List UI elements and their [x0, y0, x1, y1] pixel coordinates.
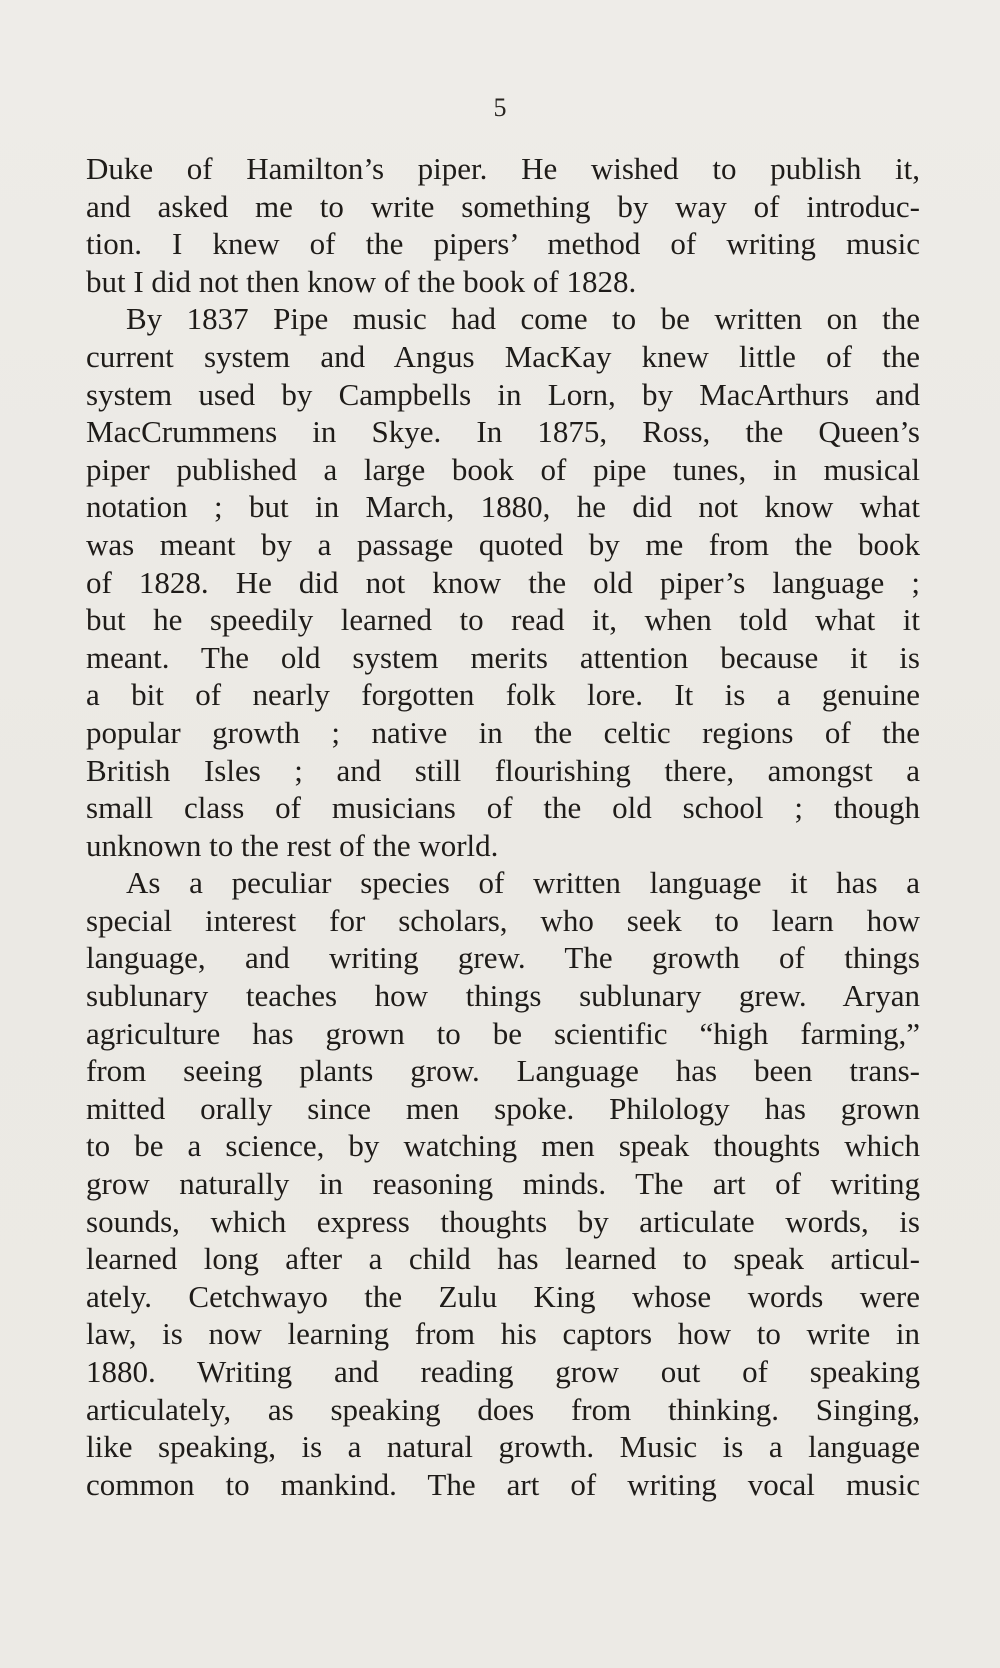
text-line: tion. I knew of the pipers’ method of writing music: [86, 226, 920, 262]
text-line: ately. Cetchwayo the Zulu King whose words were: [86, 1278, 920, 1314]
text-line: but I did not then know of the book of 1828.: [86, 263, 637, 299]
text-line: of 1828. He did not know the old piper’s language ;: [86, 564, 920, 600]
text-line: a bit of nearly forgotten folk lore. It is a genuine: [86, 677, 920, 713]
text-line: to be a science, by watching men speak thoughts which: [86, 1128, 920, 1164]
text-line: Duke of Hamilton’s piper. He wished to publish it,: [86, 151, 920, 186]
text-line: sublunary teaches how things sublunary grew. Aryan: [86, 978, 920, 1014]
text-line: and asked me to write something by way of introduc-: [86, 188, 920, 224]
body-text: [86, 150, 920, 1503]
page-number: 5: [493, 93, 507, 122]
text-line: small class of musicians of the old school ; though: [86, 790, 920, 826]
text-line: articulately, as speaking does from thinking. Singing,: [86, 1391, 920, 1427]
text-line: was meant by a passage quoted by me from the book: [86, 526, 920, 562]
text-line: MacCrummens in Skye. In 1875, Ross, the Queen’s: [86, 414, 920, 450]
text-line: from seeing plants grow. Language has been trans-: [86, 1053, 920, 1089]
text-line: meant. The old system merits attention because it is: [86, 639, 920, 675]
text-line: common to mankind. The art of writing vocal music: [86, 1466, 920, 1502]
text-line: law, is now learning from his captors how to write in: [86, 1316, 920, 1352]
text-line: special interest for scholars, who seek to learn how: [86, 902, 920, 938]
text-line: sounds, which express thoughts by articulate words, is: [86, 1203, 920, 1239]
text-line: unknown to the rest of the world.: [86, 827, 499, 863]
text-line: language, and writing grew. The growth of things: [86, 940, 920, 976]
text-line: grow naturally in reasoning minds. The art of writing: [86, 1166, 920, 1202]
text-line: popular growth ; native in the celtic regions of the: [86, 714, 920, 750]
text-line: learned long after a child has learned to speak articul-: [86, 1241, 920, 1277]
text-line: current system and Angus MacKay knew little of the: [86, 338, 920, 374]
text-line: piper published a large book of pipe tunes, in musical: [86, 451, 920, 487]
text-line: By 1837 Pipe music had come to be written on the: [126, 301, 920, 337]
text-line: notation ; but in March, 1880, he did not know what: [86, 489, 920, 525]
text-line: system used by Campbells in Lorn, by MacArthurs and: [86, 376, 920, 412]
text-line: As a peculiar species of written language it has a: [126, 865, 920, 901]
text-line: but he speedily learned to read it, when told what it: [86, 602, 920, 638]
text-line: mitted orally since men spoke. Philology has grown: [86, 1090, 920, 1126]
text-line: agriculture has grown to be scientific “high farming,”: [86, 1015, 920, 1051]
text-line: British Isles ; and still flourishing there, amongst a: [86, 752, 920, 788]
text-line: like speaking, is a natural growth. Music is a language: [86, 1429, 920, 1465]
text-line: 1880. Writing and reading grow out of speaking: [86, 1354, 920, 1389]
